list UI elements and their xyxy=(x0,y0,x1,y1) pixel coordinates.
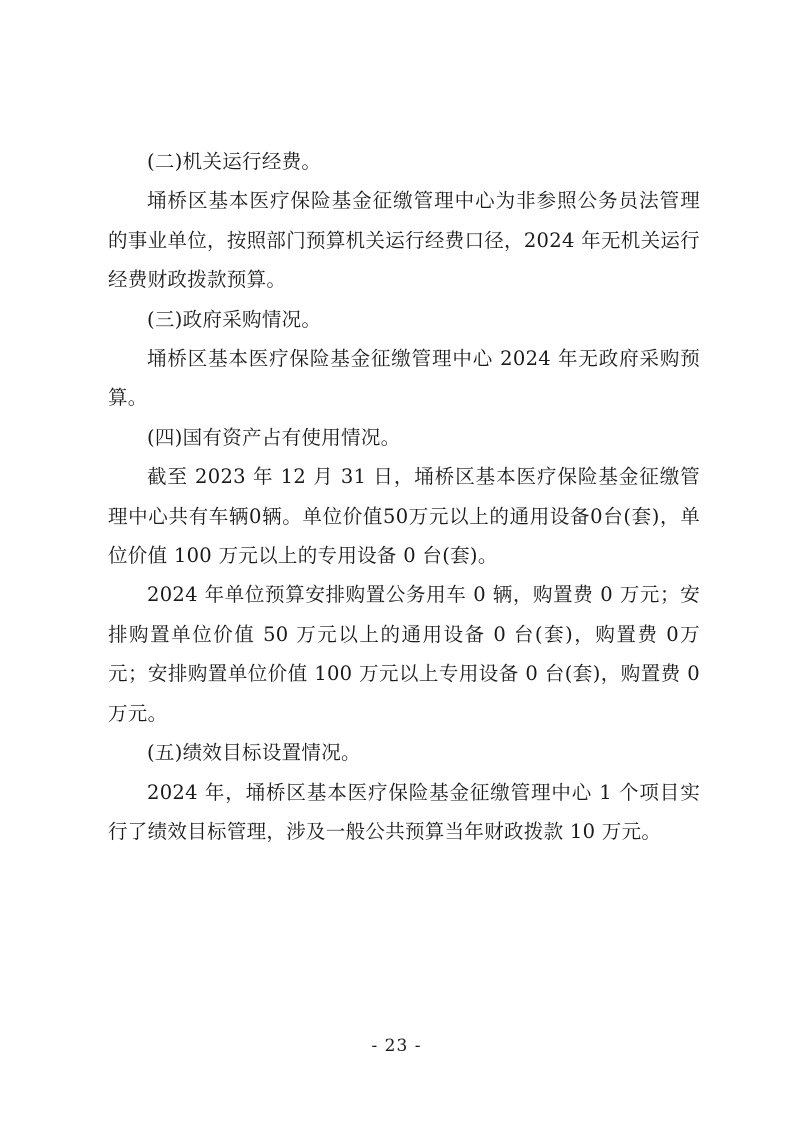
section-body-operating-expenses: 埇桥区基本医疗保险基金征缴管理中心为非参照公务员法管理的事业单位，按照部门预算机关运行经费口径，2024 年无机关运行经费财政拨款预算。 xyxy=(108,189,700,292)
section-heading-operating-expenses: (二)机关运行经费。 xyxy=(147,150,322,173)
page-number: - 23 - xyxy=(371,1036,422,1056)
section-heading-government-procurement: (三)政府采购情况。 xyxy=(147,307,322,331)
section-body-state-assets: 截至 2023 年 12 月 31 日，埇桥区基本医疗保险基金征缴管理中心共有车辆0辆。单位价值50万元以上的通用设备0台(套)，单位价值 100 万元以上的专用设备 0 台(套)。 xyxy=(108,465,700,568)
document-body xyxy=(108,142,700,851)
section-body-asset-purchase-plan: 2024 年单位预算安排购置公务用车 0 辆，购置费 0 万元；安排购置单位价值 50 万元以上的通用设备 0 台(套)，购置费 0万元；安排购置单位价值 100 万元以上专用设备 0 台(套)，购置费 0 万元。 xyxy=(108,583,700,725)
section-body-performance-goals: 2024 年，埇桥区基本医疗保险基金征缴管理中心 1 个项目实行了绩效目标管理，涉及一般公共预算当年财政拨款 10 万元。 xyxy=(108,780,700,843)
section-heading-state-assets: (四)国有资产占有使用情况。 xyxy=(147,425,401,449)
section-heading-performance-goals: (五)绩效目标设置情况。 xyxy=(147,741,361,765)
section-body-government-procurement: 埇桥区基本医疗保险基金征缴管理中心 2024 年无政府采购预算。 xyxy=(108,347,700,410)
